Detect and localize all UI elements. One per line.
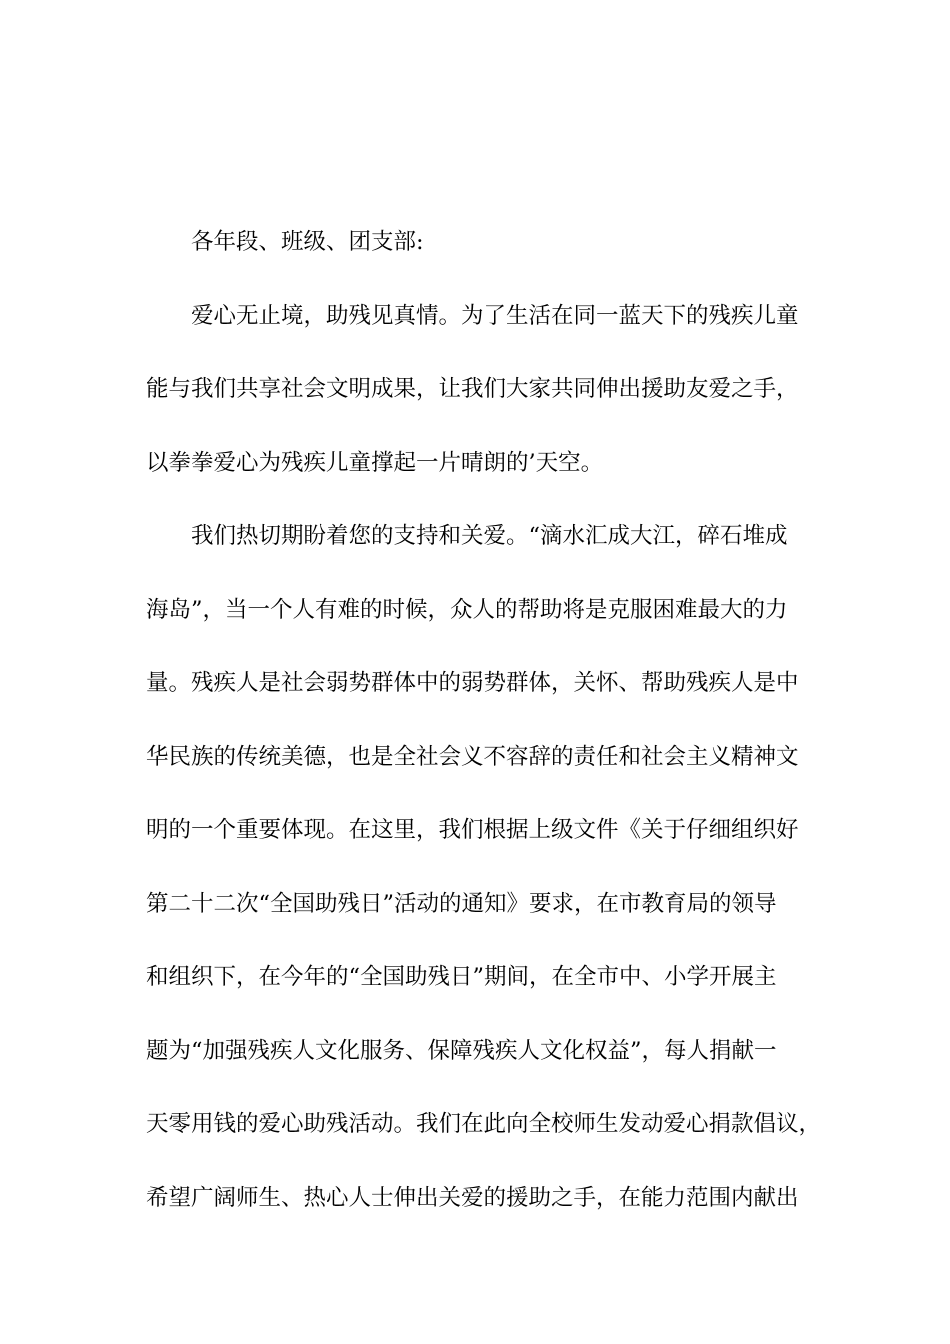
paragraph-2-line-5: 明的一个重要体现。在这里，我们根据上级文件《关于仔细组织好 (146, 817, 799, 843)
paragraph-2-line-8: 题为“加强残疾人文化服务、保障残疾人文化权益”，每人捐献一 (146, 1037, 777, 1064)
paragraph-2-line-7: 和组织下，在今年的“全国助残日”期间，在全市中、小学开展主 (146, 964, 777, 990)
paragraph-1-line-1: 爱心无止境，助残见真情。为了生活在同一蓝天下的残疾儿童 (191, 302, 799, 329)
paragraph-2-line-10: 希望广阔师生、热心人士伸出关爱的援助之手，在能力范围内献出 (146, 1184, 799, 1211)
document-body (146, 206, 826, 1235)
paragraph-1-line-2: 能与我们共享社会文明成果，让我们大家共同伸出援助友爱之手， (146, 376, 799, 402)
paragraph-2-line-1: 我们热切期盼着您的支持和关爱。“滴水汇成大江，碎石堆成 (191, 523, 788, 549)
salutation: 各年段、班级、团支部: (191, 229, 424, 255)
paragraph-2-line-3: 量。残疾人是社会弱势群体中的弱势群体，关怀、帮助残疾人是中 (146, 670, 799, 696)
paragraph-2-line-4: 华民族的传统美德，也是全社会义不容辞的责任和社会主义精神文 (146, 743, 799, 770)
paragraph-2-line-9: 天零用钱的爱心助残活动。我们在此向全校师生发动爱心捐款倡议， (146, 1111, 822, 1137)
paragraph-2-line-2: 海岛”，当一个人有难的时候，众人的帮助将是克服困难最大的力 (146, 596, 788, 623)
paragraph-1-line-3: 以拳拳爱心为残疾儿童撑起一片晴朗的’天空。 (146, 449, 604, 476)
paragraph-2-line-6: 第二十二次“全国助残日”活动的通知》要求，在市教育局的领导 (146, 890, 777, 917)
